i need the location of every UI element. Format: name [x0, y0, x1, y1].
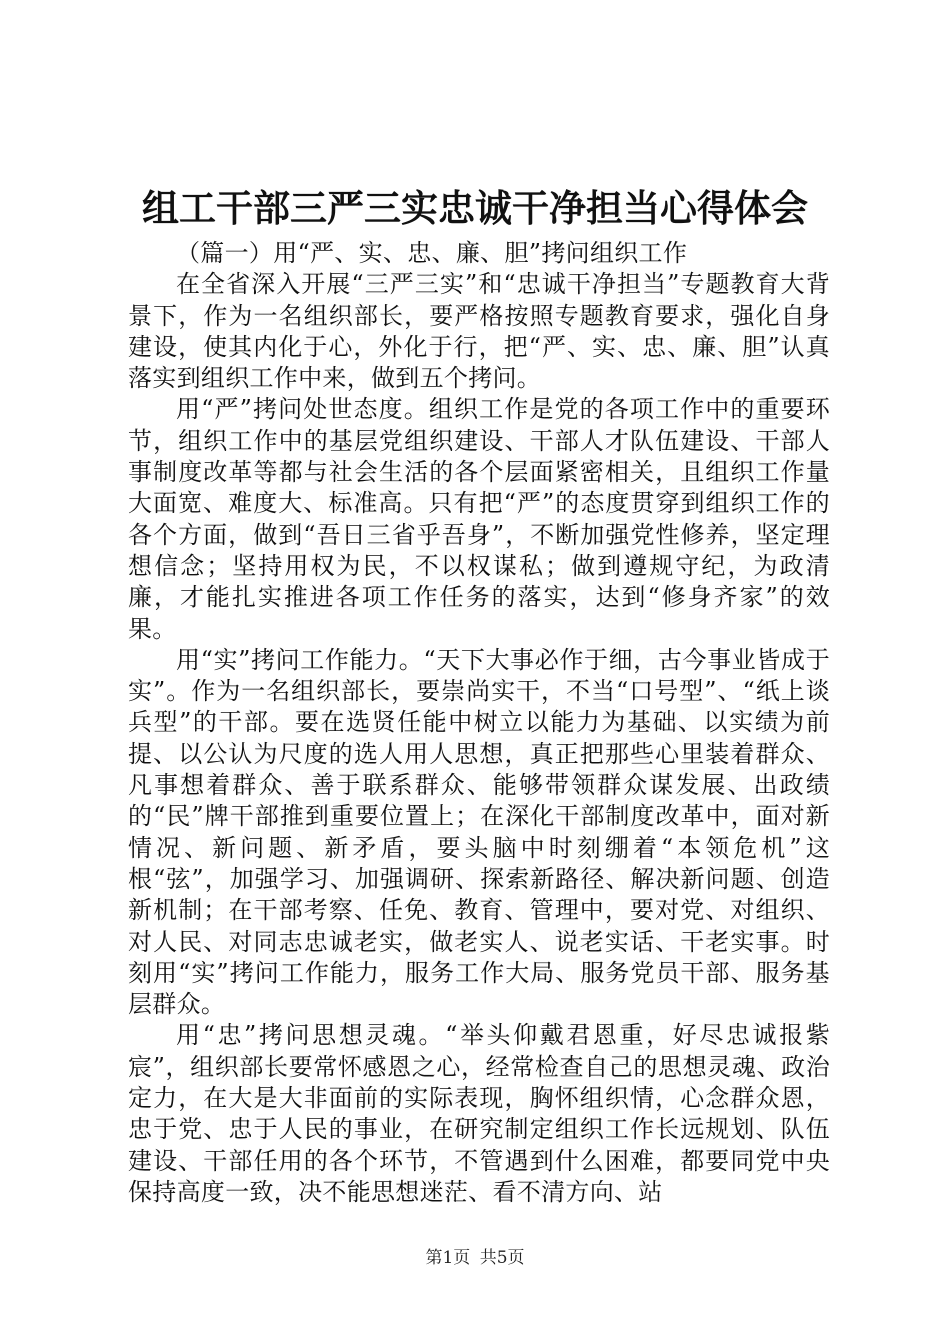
paragraph-zhong: 用“忠”拷问思想灵魂。“举头仰戴君恩重，好尽忠诚报紫宸”，组织部长要常怀感恩之心，经常检查自己的思想灵魂、政治定力，在大是大非面前的实际表现，胸怀组织情，心念群众恩，忠于党、忠于人民的事业，在研究制定组织工作长远规划、队伍建设、干部任用的各个环节，不管遇到什么困难，都要同党中央保持高度一致，决不能思想迷茫、看不清方向、站: [128, 1021, 830, 1206]
paragraph-intro: 在全省深入开展“三严三实”和“忠诚干净担当”专题教育大背景下，作为一名组织部长，要严格按照专题教育要求，强化自身建设，使其内化于心，外化于行，把“严、实、忠、廉、胆”认真落实到组织工作中来，做到五个拷问。: [128, 270, 830, 393]
document-title: 组工干部三严三实忠诚干净担当心得体会: [142, 186, 808, 230]
paragraph-shi: 用“实”拷问工作能力。“天下大事必作于细，古今事业皆成于实”。作为一名组织部长，要崇尚实干，不当“口号型”、“纸上谈兵型”的干部。要在选贤任能中树立以能力为基础、以实绩为前提、以公认为尺度的选人用人思想，真正把那些心里装着群众、凡事想着群众、善于联系群众、能够带领群众谋发展、出政绩的“民”牌干部推到重要位置上；在深化干部制度改革中，面对新情况、新问题、新矛盾，要头脑中时刻绷着“本领危机”这根“弦”，加强学习、加强调研、探索新路径、解决新问题、创造新机制；在干部考察、任免、教育、管理中，要对党、对组织、对人民、对同志忠诚老实，做老实人、说老实话、干老实事。时刻用“实”拷问工作能力，服务工作大局、服务党员干部、服务基层群众。: [128, 645, 830, 1019]
page-number: 第1页: [425, 1248, 471, 1268]
section-subtitle: （篇一）用“严、实、忠、廉、胆”拷问组织工作: [176, 239, 688, 267]
page-footer: [0, 1243, 950, 1268]
page-total: 共5页: [479, 1248, 525, 1268]
document-body: [128, 238, 830, 1208]
paragraph-yan: 用“严”拷问处世态度。组织工作是党的各项工作中的重要环节，组织工作中的基层党组织建设、干部人才队伍建设、干部人事制度改革等都与社会生活的各个层面紧密相关，且组织工作量大面宽、难度大、标准高。只有把“严”的态度贯穿到组织工作的各个方面，做到“吾日三省乎吾身”，不断加强党性修养，坚定理想信念；坚持用权为民，不以权谋私；做到遵规守纪，为政清廉，才能扎实推进各项工作任务的落实，达到“修身齐家”的效果。: [128, 395, 830, 643]
